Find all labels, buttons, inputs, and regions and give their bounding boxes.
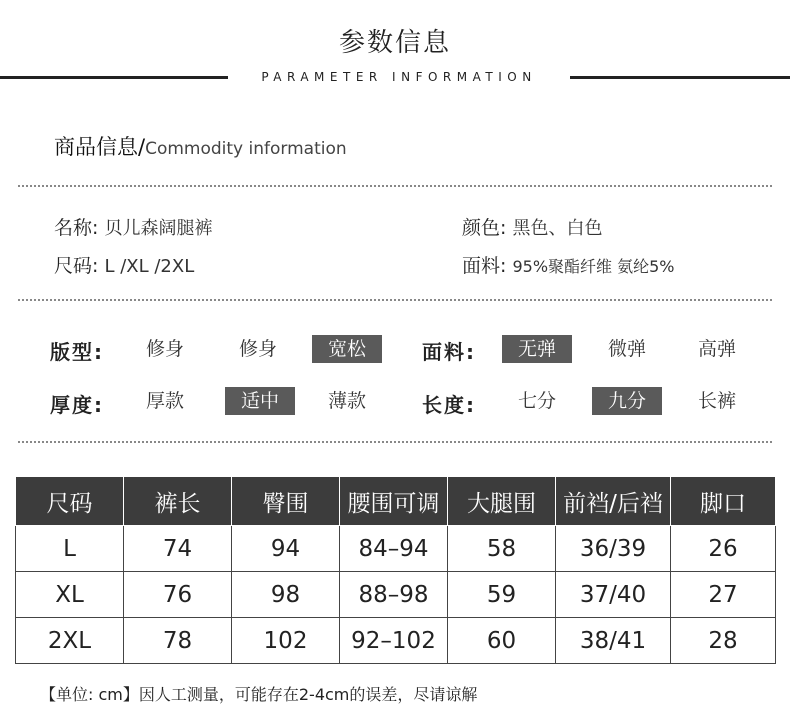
elastic-label: 面料: — [422, 340, 476, 364]
table-cell: 88–98 — [340, 572, 448, 618]
elastic-option: 微弹 — [607, 338, 646, 360]
table-header-cell: 前裆/后裆 — [556, 477, 671, 526]
table-cell: 28 — [671, 618, 776, 664]
header-divider-left — [0, 76, 228, 79]
table-cell: 2XL — [16, 618, 124, 664]
info-size — [54, 251, 194, 278]
fabric-label: 面料: — [462, 255, 507, 277]
size-label: 尺码: — [54, 255, 99, 277]
thickness-option: 厚款 — [145, 390, 184, 412]
commodity-section-title — [54, 131, 347, 161]
table-cell: 102 — [232, 618, 340, 664]
table-cell: 94 — [232, 526, 340, 572]
name-label: 名称: — [54, 217, 99, 239]
fit-option: 修身 — [145, 338, 184, 360]
info-fabric — [462, 251, 675, 278]
elastic-option-selected: 无弹 — [502, 335, 572, 363]
info-color — [462, 213, 602, 240]
commodity-title-cn: 商品信息/ — [54, 135, 146, 159]
table-row — [16, 526, 776, 572]
thickness-option-selected: 适中 — [225, 387, 295, 415]
table-header-cell: 脚口 — [671, 477, 776, 526]
table-header-cell: 臀围 — [232, 477, 340, 526]
table-row — [16, 572, 776, 618]
table-cell: 98 — [232, 572, 340, 618]
table-cell: 84–94 — [340, 526, 448, 572]
color-value: 黑色、白色 — [512, 218, 603, 239]
name-value: 贝儿森阔腿裤 — [104, 218, 213, 239]
table-cell: 74 — [124, 526, 232, 572]
fit-option: 修身 — [238, 338, 277, 360]
table-header-cell: 腰围可调 — [340, 477, 448, 526]
fabric-value: 95%聚酯纤维 氨纶5% — [512, 257, 675, 276]
table-cell: 36/39 — [556, 526, 671, 572]
table-cell: L — [16, 526, 124, 572]
table-cell: 78 — [124, 618, 232, 664]
table-cell: 92–102 — [340, 618, 448, 664]
table-cell: 60 — [448, 618, 556, 664]
table-cell: 26 — [671, 526, 776, 572]
length-option: 七分 — [517, 390, 556, 412]
table-cell: 37/40 — [556, 572, 671, 618]
color-label: 颜色: — [462, 217, 507, 239]
page-title: 参数信息 — [338, 28, 451, 58]
fit-label: 版型: — [50, 340, 104, 364]
length-option-selected: 九分 — [592, 387, 662, 415]
table-cell: 27 — [671, 572, 776, 618]
table-cell: 38/41 — [556, 618, 671, 664]
commodity-title-en: Commodity information — [145, 139, 347, 159]
table-header-cell: 裤长 — [124, 477, 232, 526]
page-subtitle: PARAMETER INFORMATION — [261, 70, 537, 84]
table-header-cell: 大腿围 — [448, 477, 556, 526]
dotted-divider — [18, 299, 772, 301]
table-header-row — [16, 477, 776, 526]
header-divider-right — [570, 76, 790, 79]
table-row — [16, 618, 776, 664]
table-cell: 76 — [124, 572, 232, 618]
elastic-option: 高弹 — [697, 338, 736, 360]
dotted-divider — [18, 185, 772, 187]
dotted-divider — [18, 441, 772, 443]
size-table — [15, 476, 776, 664]
length-option: 长裤 — [697, 390, 736, 412]
length-label: 长度: — [422, 393, 476, 417]
table-cell: 58 — [448, 526, 556, 572]
size-value: L /XL /2XL — [104, 256, 195, 277]
thickness-label: 厚度: — [50, 393, 104, 417]
table-cell: XL — [16, 572, 124, 618]
measurement-note: 【单位: cm】因人工测量，可能存在2-4cm的误差，尽请谅解 — [40, 685, 478, 704]
table-cell: 59 — [448, 572, 556, 618]
table-header-cell: 尺码 — [16, 477, 124, 526]
fit-option-selected: 宽松 — [312, 335, 382, 363]
thickness-option: 薄款 — [327, 390, 366, 412]
info-name — [54, 213, 212, 240]
